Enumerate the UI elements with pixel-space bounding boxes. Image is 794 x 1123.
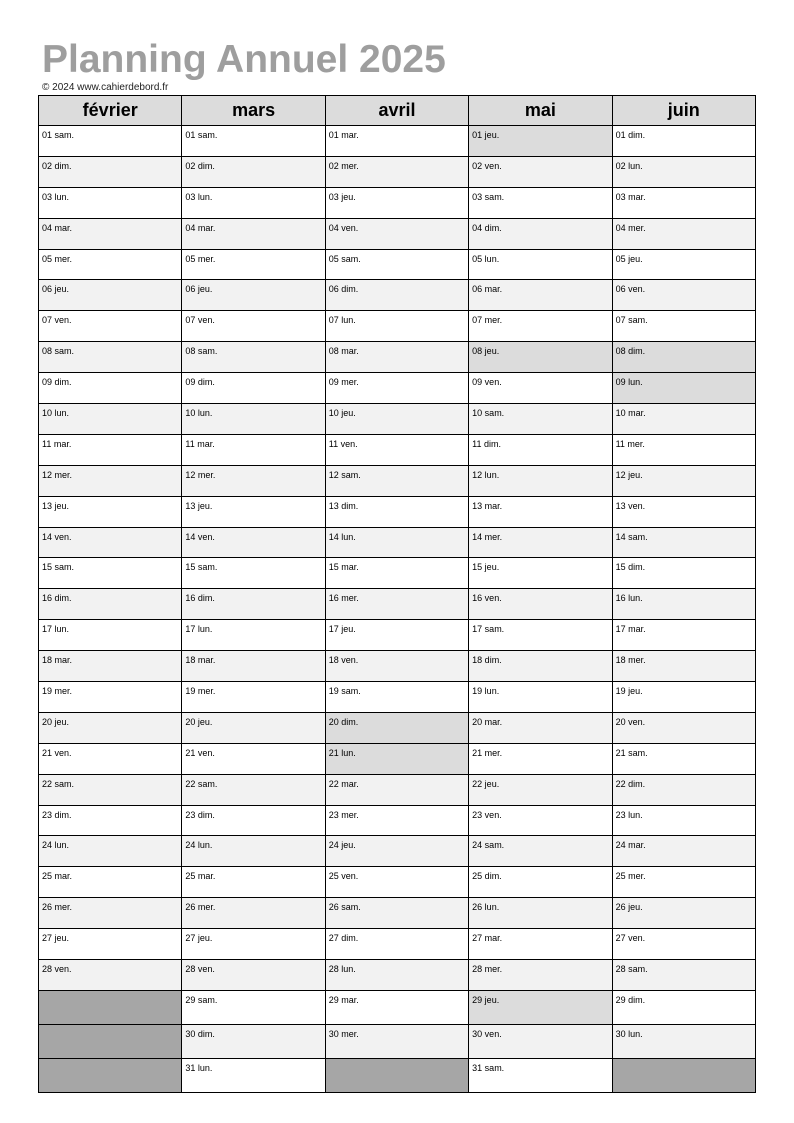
day-cell[interactable]: 02 mer.	[325, 156, 468, 187]
day-cell[interactable]: 16 dim.	[39, 589, 182, 620]
day-cell[interactable]: 20 mar.	[469, 712, 612, 743]
day-cell[interactable]: 07 lun.	[325, 311, 468, 342]
day-cell[interactable]: 11 mer.	[612, 434, 755, 465]
day-cell[interactable]: 15 sam.	[39, 558, 182, 589]
day-cell[interactable]: 18 mar.	[182, 651, 325, 682]
day-cell[interactable]: 31 lun.	[182, 1058, 325, 1092]
table-row	[39, 218, 756, 249]
table-row	[39, 404, 756, 435]
day-cell[interactable]: 22 sam.	[182, 774, 325, 805]
planning-body	[39, 126, 756, 1093]
day-cell[interactable]: 08 dim.	[612, 342, 755, 373]
day-cell[interactable]: 11 dim.	[469, 434, 612, 465]
day-cell[interactable]: 26 sam.	[325, 898, 468, 929]
day-cell[interactable]: 24 mar.	[612, 836, 755, 867]
day-cell[interactable]: 25 mar.	[182, 867, 325, 898]
month-header-february: février	[39, 96, 182, 126]
day-cell[interactable]: 28 ven.	[39, 960, 182, 991]
day-cell[interactable]: 13 ven.	[612, 496, 755, 527]
table-row	[39, 311, 756, 342]
day-cell[interactable]: 04 mar.	[182, 218, 325, 249]
day-cell[interactable]: 09 dim.	[182, 373, 325, 404]
day-cell[interactable]: 14 mer.	[469, 527, 612, 558]
day-cell[interactable]: 28 ven.	[182, 960, 325, 991]
month-header-row	[39, 96, 756, 126]
day-cell[interactable]: 25 mer.	[612, 867, 755, 898]
table-row	[39, 249, 756, 280]
day-cell[interactable]: 22 jeu.	[469, 774, 612, 805]
table-row	[39, 434, 756, 465]
day-cell[interactable]: 13 jeu.	[182, 496, 325, 527]
day-cell[interactable]: 21 ven.	[182, 743, 325, 774]
day-cell[interactable]: 19 mer.	[39, 682, 182, 713]
day-cell[interactable]: 05 lun.	[469, 249, 612, 280]
day-cell[interactable]: 08 sam.	[39, 342, 182, 373]
table-row	[39, 342, 756, 373]
day-cell[interactable]: 07 sam.	[612, 311, 755, 342]
day-cell[interactable]: 13 mar.	[469, 496, 612, 527]
table-row	[39, 867, 756, 898]
planning-table	[38, 95, 756, 1093]
table-row	[39, 620, 756, 651]
day-cell[interactable]: 13 dim.	[325, 496, 468, 527]
day-cell[interactable]: 30 dim.	[182, 1024, 325, 1058]
day-cell[interactable]: 28 sam.	[612, 960, 755, 991]
day-cell[interactable]: 16 ven.	[469, 589, 612, 620]
table-row	[39, 496, 756, 527]
day-cell[interactable]: 02 ven.	[469, 156, 612, 187]
day-cell[interactable]: 03 lun.	[182, 187, 325, 218]
page-title: Planning Annuel 2025	[42, 38, 446, 81]
day-cell[interactable]: 27 jeu.	[39, 929, 182, 960]
day-cell[interactable]: 27 jeu.	[182, 929, 325, 960]
day-cell[interactable]: 12 jeu.	[612, 465, 755, 496]
day-cell[interactable]: 01 sam.	[39, 126, 182, 157]
table-row	[39, 651, 756, 682]
table-row	[39, 960, 756, 991]
day-cell[interactable]: 25 mar.	[39, 867, 182, 898]
day-cell[interactable]: 16 mer.	[325, 589, 468, 620]
day-cell[interactable]: 10 jeu.	[325, 404, 468, 435]
day-cell[interactable]: 24 lun.	[39, 836, 182, 867]
day-cell[interactable]: 04 dim.	[469, 218, 612, 249]
day-cell[interactable]: 17 lun.	[182, 620, 325, 651]
day-cell[interactable]: 24 lun.	[182, 836, 325, 867]
day-cell[interactable]: 15 sam.	[182, 558, 325, 589]
day-cell[interactable]: 02 lun.	[612, 156, 755, 187]
day-cell[interactable]: 17 mar.	[612, 620, 755, 651]
day-cell[interactable]: 02 dim.	[182, 156, 325, 187]
day-cell[interactable]: 29 sam.	[182, 990, 325, 1024]
day-cell[interactable]: 18 dim.	[469, 651, 612, 682]
day-cell[interactable]: 14 sam.	[612, 527, 755, 558]
day-cell[interactable]: 06 jeu.	[39, 280, 182, 311]
day-cell[interactable]: 15 dim.	[612, 558, 755, 589]
day-cell[interactable]: 16 lun.	[612, 589, 755, 620]
day-cell[interactable]: 07 mer.	[469, 311, 612, 342]
table-row	[39, 898, 756, 929]
day-cell[interactable]: 20 dim.	[325, 712, 468, 743]
empty-day-cell	[325, 1058, 468, 1092]
day-cell[interactable]: 09 mer.	[325, 373, 468, 404]
empty-day-cell	[39, 1058, 182, 1092]
day-cell[interactable]: 20 jeu.	[182, 712, 325, 743]
day-cell[interactable]: 05 jeu.	[612, 249, 755, 280]
day-cell[interactable]: 07 ven.	[39, 311, 182, 342]
day-cell[interactable]: 05 sam.	[325, 249, 468, 280]
day-cell[interactable]: 05 mer.	[39, 249, 182, 280]
day-cell[interactable]: 23 lun.	[612, 805, 755, 836]
day-cell[interactable]: 23 ven.	[469, 805, 612, 836]
day-cell[interactable]: 03 jeu.	[325, 187, 468, 218]
day-cell[interactable]: 21 lun.	[325, 743, 468, 774]
day-cell[interactable]: 15 jeu.	[469, 558, 612, 589]
month-header-june: juin	[612, 96, 755, 126]
table-row	[39, 280, 756, 311]
day-cell[interactable]: 01 mar.	[325, 126, 468, 157]
day-cell[interactable]: 03 sam.	[469, 187, 612, 218]
day-cell[interactable]: 02 dim.	[39, 156, 182, 187]
day-cell[interactable]: 23 mer.	[325, 805, 468, 836]
day-cell[interactable]: 10 mar.	[612, 404, 755, 435]
day-cell[interactable]: 26 lun.	[469, 898, 612, 929]
day-cell[interactable]: 18 mer.	[612, 651, 755, 682]
day-cell[interactable]: 14 ven.	[39, 527, 182, 558]
day-cell[interactable]: 22 sam.	[39, 774, 182, 805]
empty-day-cell	[39, 990, 182, 1024]
day-cell[interactable]: 29 jeu.	[469, 990, 612, 1024]
table-row	[39, 743, 756, 774]
day-cell[interactable]: 04 mer.	[612, 218, 755, 249]
day-cell[interactable]: 21 ven.	[39, 743, 182, 774]
day-cell[interactable]: 25 dim.	[469, 867, 612, 898]
day-cell[interactable]: 08 sam.	[182, 342, 325, 373]
table-row	[39, 1024, 756, 1058]
day-cell[interactable]: 06 jeu.	[182, 280, 325, 311]
day-cell[interactable]: 11 ven.	[325, 434, 468, 465]
day-cell[interactable]: 30 lun.	[612, 1024, 755, 1058]
day-cell[interactable]: 12 lun.	[469, 465, 612, 496]
day-cell[interactable]: 17 sam.	[469, 620, 612, 651]
table-row	[39, 805, 756, 836]
table-row	[39, 187, 756, 218]
empty-day-cell	[612, 1058, 755, 1092]
day-cell[interactable]: 12 mer.	[182, 465, 325, 496]
day-cell[interactable]: 31 sam.	[469, 1058, 612, 1092]
empty-day-cell	[39, 1024, 182, 1058]
day-cell[interactable]: 11 mar.	[182, 434, 325, 465]
day-cell[interactable]: 09 lun.	[612, 373, 755, 404]
day-cell[interactable]: 27 dim.	[325, 929, 468, 960]
day-cell[interactable]: 30 ven.	[469, 1024, 612, 1058]
table-row	[39, 836, 756, 867]
day-cell[interactable]: 10 lun.	[39, 404, 182, 435]
day-cell[interactable]: 18 mar.	[39, 651, 182, 682]
day-cell[interactable]: 30 mer.	[325, 1024, 468, 1058]
day-cell[interactable]: 26 mer.	[39, 898, 182, 929]
day-cell[interactable]: 21 mer.	[469, 743, 612, 774]
month-header-may: mai	[469, 96, 612, 126]
day-cell[interactable]: 21 sam.	[612, 743, 755, 774]
day-cell[interactable]: 06 dim.	[325, 280, 468, 311]
day-cell[interactable]: 01 sam.	[182, 126, 325, 157]
day-cell[interactable]: 01 dim.	[612, 126, 755, 157]
day-cell[interactable]: 28 mer.	[469, 960, 612, 991]
day-cell[interactable]: 08 jeu.	[469, 342, 612, 373]
day-cell[interactable]: 12 sam.	[325, 465, 468, 496]
table-row	[39, 373, 756, 404]
day-cell[interactable]: 06 mar.	[469, 280, 612, 311]
day-cell[interactable]: 12 mer.	[39, 465, 182, 496]
day-cell[interactable]: 29 mar.	[325, 990, 468, 1024]
table-row	[39, 465, 756, 496]
month-header-march: mars	[182, 96, 325, 126]
table-row	[39, 589, 756, 620]
day-cell[interactable]: 04 ven.	[325, 218, 468, 249]
day-cell[interactable]: 13 jeu.	[39, 496, 182, 527]
day-cell[interactable]: 07 ven.	[182, 311, 325, 342]
day-cell[interactable]: 25 ven.	[325, 867, 468, 898]
day-cell[interactable]: 19 jeu.	[612, 682, 755, 713]
month-header-april: avril	[325, 96, 468, 126]
table-row	[39, 126, 756, 157]
day-cell[interactable]: 28 lun.	[325, 960, 468, 991]
table-row	[39, 527, 756, 558]
day-cell[interactable]: 11 mar.	[39, 434, 182, 465]
day-cell[interactable]: 22 dim.	[612, 774, 755, 805]
day-cell[interactable]: 09 ven.	[469, 373, 612, 404]
day-cell[interactable]: 26 jeu.	[612, 898, 755, 929]
day-cell[interactable]: 23 dim.	[182, 805, 325, 836]
day-cell[interactable]: 16 dim.	[182, 589, 325, 620]
table-row	[39, 774, 756, 805]
day-cell[interactable]: 06 ven.	[612, 280, 755, 311]
day-cell[interactable]: 18 ven.	[325, 651, 468, 682]
day-cell[interactable]: 08 mar.	[325, 342, 468, 373]
day-cell[interactable]: 17 lun.	[39, 620, 182, 651]
day-cell[interactable]: 10 lun.	[182, 404, 325, 435]
table-row	[39, 1058, 756, 1092]
day-cell[interactable]: 19 sam.	[325, 682, 468, 713]
day-cell[interactable]: 23 dim.	[39, 805, 182, 836]
day-cell[interactable]: 17 jeu.	[325, 620, 468, 651]
day-cell[interactable]: 20 ven.	[612, 712, 755, 743]
day-cell[interactable]: 09 dim.	[39, 373, 182, 404]
day-cell[interactable]: 10 sam.	[469, 404, 612, 435]
copyright-text: © 2024 www.cahierdebord.fr	[42, 82, 169, 93]
day-cell[interactable]: 29 dim.	[612, 990, 755, 1024]
table-row	[39, 682, 756, 713]
table-row	[39, 156, 756, 187]
day-cell[interactable]: 22 mar.	[325, 774, 468, 805]
day-cell[interactable]: 14 lun.	[325, 527, 468, 558]
day-cell[interactable]: 27 ven.	[612, 929, 755, 960]
day-cell[interactable]: 14 ven.	[182, 527, 325, 558]
day-cell[interactable]: 04 mar.	[39, 218, 182, 249]
day-cell[interactable]: 03 mar.	[612, 187, 755, 218]
day-cell[interactable]: 05 mer.	[182, 249, 325, 280]
day-cell[interactable]: 20 jeu.	[39, 712, 182, 743]
day-cell[interactable]: 26 mer.	[182, 898, 325, 929]
day-cell[interactable]: 19 lun.	[469, 682, 612, 713]
table-row	[39, 990, 756, 1024]
day-cell[interactable]: 24 jeu.	[325, 836, 468, 867]
day-cell[interactable]: 19 mer.	[182, 682, 325, 713]
day-cell[interactable]: 03 lun.	[39, 187, 182, 218]
day-cell[interactable]: 24 sam.	[469, 836, 612, 867]
day-cell[interactable]: 27 mar.	[469, 929, 612, 960]
table-row	[39, 558, 756, 589]
table-row	[39, 929, 756, 960]
table-row	[39, 712, 756, 743]
day-cell[interactable]: 15 mar.	[325, 558, 468, 589]
day-cell[interactable]: 01 jeu.	[469, 126, 612, 157]
